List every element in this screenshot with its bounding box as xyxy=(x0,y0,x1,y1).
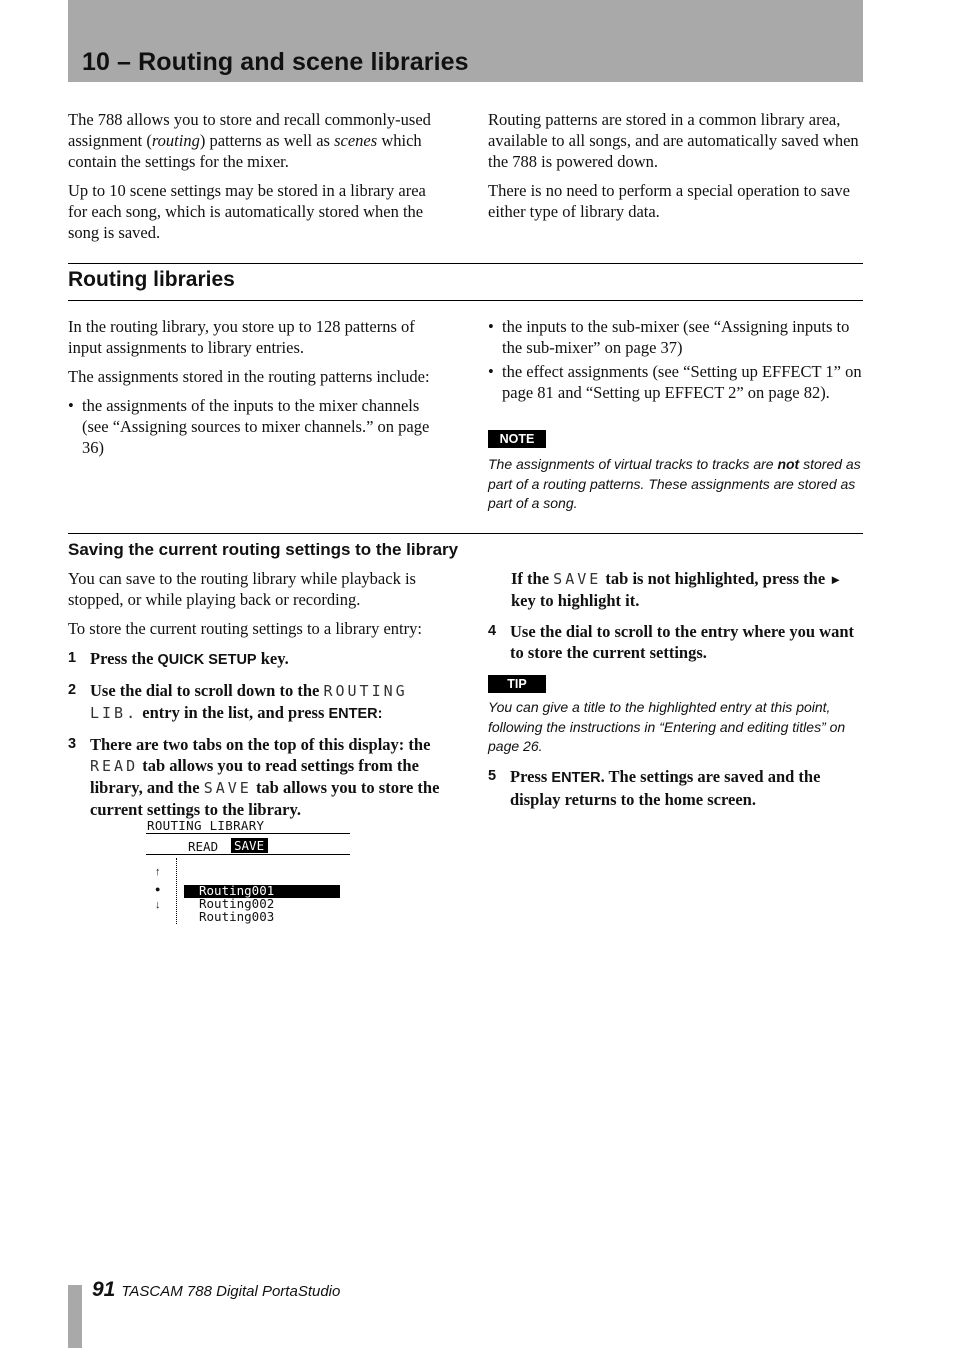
screen-title: ROUTING LIBRARY xyxy=(147,818,265,833)
right-arrow-icon: ► xyxy=(829,572,843,587)
routing-library-screen xyxy=(146,818,351,926)
footer xyxy=(92,1278,340,1302)
note-label: NOTE xyxy=(488,430,546,448)
routing-left-column xyxy=(68,316,443,458)
chapter-title: 10 – Routing and scene libraries xyxy=(82,48,469,76)
screen-scroll-track xyxy=(176,858,177,924)
intro-left-column xyxy=(68,109,443,243)
intro-right-column xyxy=(488,109,866,222)
screen-tab-rule xyxy=(146,854,350,855)
scroll-down-icon: ↓ xyxy=(155,899,161,911)
footer-bar xyxy=(68,1285,82,1348)
saving-paragraph-2: To store the current routing settings to a library entry: xyxy=(68,619,422,638)
saving-heading: Saving the current routing settings to the library xyxy=(68,540,459,559)
screen-entry-3: Routing003 xyxy=(199,909,275,924)
routing-heading: Routing libraries xyxy=(68,268,235,291)
routing-right-column xyxy=(488,316,864,403)
subsection-rule xyxy=(68,533,863,534)
screen-tab-save: SAVE xyxy=(231,838,268,853)
tip-text: You can give a title to the highlighted entry at this point, following the instructions in “Entering and editing titles” on page 26. xyxy=(488,699,846,754)
saving-left-column xyxy=(68,568,446,820)
routing-paragraph-1: In the routing library, you store up to 128 patterns of input assignments to library entries. xyxy=(68,317,415,357)
step-1: 1 Press the QUICK SETUP key. xyxy=(68,649,289,668)
step-4: 4 Use the dial to scroll to the entry where you want to store the current settings. xyxy=(488,622,855,662)
scroll-position-icon: ● xyxy=(155,884,161,894)
section-rule-bottom xyxy=(68,300,863,301)
step-5: 5 Press ENTER. The settings are saved and the display returns to the home screen. xyxy=(488,767,821,809)
intro-paragraph-1: The 788 allows you to store and recall commonly-used assignment (routing) patterns as well as scenes which contain the settings for the mixer. xyxy=(68,110,431,171)
footer-product: TASCAM 788 Digital PortaStudio xyxy=(121,1283,341,1300)
section-rule-top xyxy=(68,263,863,264)
note-text: The assignments of virtual tracks to tracks are not stored as part of a routing patterns. These assignments are stored as part of a song. xyxy=(488,456,861,511)
step-2: 2 Use the dial to scroll down to the ROUTING LIB. entry in the list, and press ENTER: xyxy=(68,681,408,722)
screen-entry-1: Routing001 xyxy=(199,883,275,898)
saving-paragraph-1: You can save to the routing library while playback is stopped, or while playing back or recording. xyxy=(68,569,416,609)
intro-paragraph-2: Up to 10 scene settings may be stored in a library area for each song, which is automatically stored when the song is saved. xyxy=(68,181,426,242)
intro-paragraph-4: There is no need to perform a special operation to save either type of library data. xyxy=(488,181,850,221)
routing-paragraph-2: The assignments stored in the routing patterns include: xyxy=(68,367,430,386)
screen-title-rule xyxy=(146,833,350,834)
screen-entry-2: Routing002 xyxy=(199,896,275,911)
routing-bullet-3: • the effect assignments (see “Setting up EFFECT 1” on page 81 and “Setting up EFFECT 2” on page 82). xyxy=(488,361,864,403)
routing-bullet-2: • the inputs to the sub-mixer (see “Assigning inputs to the sub-mixer” on page 37) xyxy=(488,316,864,358)
intro-paragraph-3: Routing patterns are stored in a common library area, available to all songs, and are automatically saved when the 788 is powered down. xyxy=(488,110,859,171)
saving-right-column xyxy=(488,568,864,663)
page-number: 91 xyxy=(92,1278,116,1301)
step-3: 3 There are two tabs on the top of this display: the READ tab allows you to read settings from the library, and the SAVE tab allows you to store the current settings to the library. xyxy=(68,735,440,819)
screen-tab-read: READ xyxy=(188,839,219,854)
highlight-save-instruction: If the SAVE tab is not highlighted, press the ► key to highlight it. xyxy=(511,569,843,610)
scroll-up-icon: ↑ xyxy=(155,866,161,878)
routing-bullet-1: • the assignments of the inputs to the mixer channels (see “Assigning sources to mixer channels.” on page 36) xyxy=(68,395,443,458)
step-5-block xyxy=(488,766,864,810)
tip-label: TIP xyxy=(488,675,546,693)
